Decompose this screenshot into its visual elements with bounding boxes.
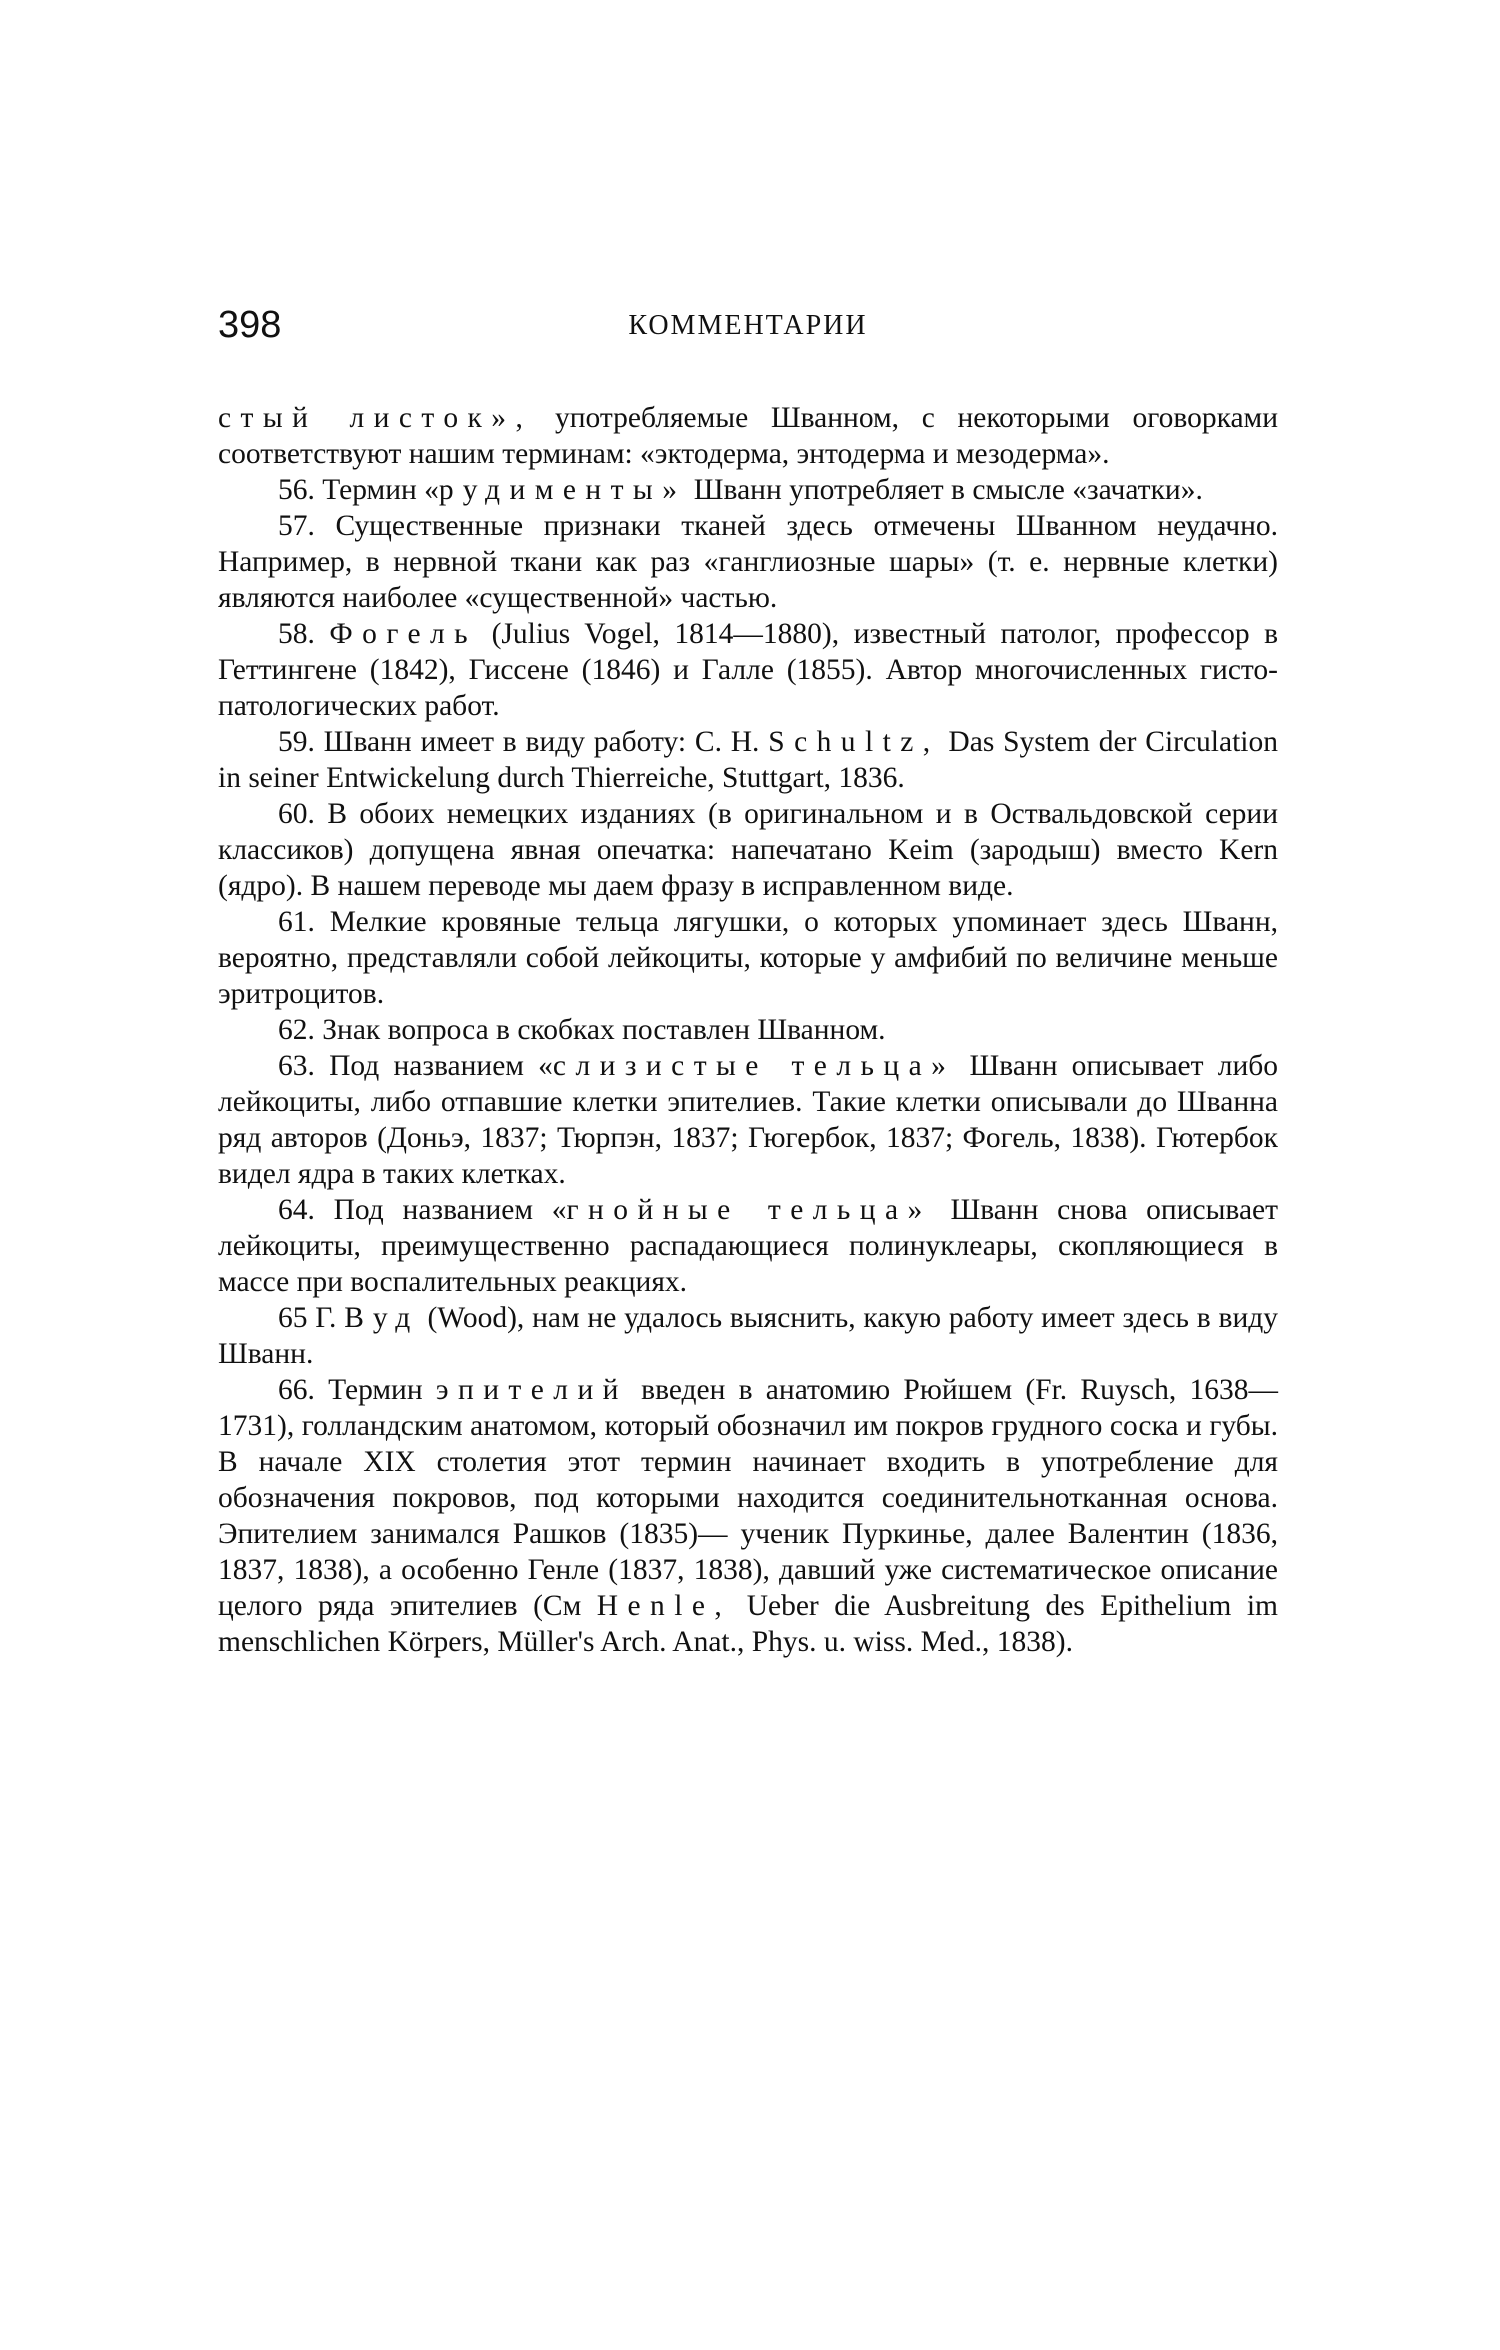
note-text: 62. Знак вопроса в скобках поставлен Шванном. (278, 1014, 886, 1046)
note-text: Шванн употребляет в смысле «зачатки». (686, 474, 1203, 506)
note-64 (218, 1192, 1278, 1300)
spaced-term: слизистые тельца» (552, 1050, 956, 1082)
note-63 (218, 1048, 1278, 1192)
note-62 (218, 1012, 1278, 1048)
note-61 (218, 904, 1278, 1012)
spaced-term: стый листок», (218, 402, 533, 434)
note-text: (Julius Vogel, 1814—1880), известный патолог, профессор в Геттингене (1842), Гиссене (1846) и Галле (1855). Автор многочисленных гисто-патологических работ. (218, 618, 1279, 722)
spaced-term: Вуд (344, 1302, 420, 1334)
running-head (218, 300, 1278, 350)
note-lead: 66. Термин (278, 1374, 436, 1406)
note-text: Das System der Circulation in seiner Entwickelung durch Thierreiche, Stuttgart, 1836. (218, 726, 1278, 794)
note-65 (218, 1300, 1278, 1372)
note-text: 57. Существенные признаки тканей здесь отмечены Шванном неудачно. Например, в нервной ткани как раз «ганглиозные шары» (т. е. нервные клетки) являются наиболее «существенной» частью. (218, 510, 1278, 614)
note-66 (218, 1372, 1278, 1660)
spaced-term: эпителий (435, 1374, 628, 1406)
note-58 (218, 616, 1278, 724)
note-lead: 56. Термин « (278, 474, 439, 506)
page-number: 398 (218, 304, 282, 346)
note-text: Шванн описывает либо лейкоциты, либо отпавшие клетки эпителиев. Такие клетки описывали до Шванна ряд авторов (Доньэ, 1837; Тюрпэн, 1837; Гюгербок, 1837; Фогель, 1838). Гютербок видел ядра в таких клетках. (218, 1050, 1278, 1190)
note-lead: 65 Г. (278, 1302, 345, 1334)
note-text: 61. Мелкие кровяные тельца лягушки, о которых упоминает здесь Шванн, вероятно, представляли собой лейкоциты, которые у амфибий по величине меньше эритроцитов. (218, 906, 1278, 1010)
note-text: введен в анатомию Рюйшем (Fr. Ruysch, 1638—1731), голландским анатомом, который обозначил им покров грудного соска и губы. В начале XIX столетия этот термин начинает входить в употребление для обозначения покровов, под которыми находится соединительнотканная основа. Эпителием занимался Рашков (1835)— ученик Пуркинье, далее Валентин (1836, 1837, 1838), а особенно Генле (1837, 1838), давший уже систематическое описание целого ряда эпителиев (См (218, 1374, 1278, 1622)
note-text: Шванн снова описывает лейкоциты, преимущественно распадающиеся полинуклеары, скопляющиеся в массе при воспалительных реакциях. (218, 1194, 1279, 1298)
spaced-term: рудименты» (438, 474, 687, 506)
spaced-term: Henle, (596, 1590, 732, 1622)
note-lead: 63. Под названием « (278, 1050, 553, 1082)
note-text: Ueber die Ausbreitung des Epithelium im menschlichen Körpers, Müller's Arch. Anat., Phys. u. wiss. Med., 1838). (218, 1590, 1278, 1658)
paragraph-text: употребляемые Шванном, с некоторыми оговорками соответствуют нашим терминам: «эктодерма, энтодерма и мезодерма». (218, 402, 1279, 470)
note-59 (218, 724, 1278, 796)
paragraph-continuation (218, 400, 1278, 472)
note-text: 60. В обоих немецких изданиях (в оригинальном и в Оствальдовской серии классиков) допущена явная опечатка: напечатано Keim (зародыш) вместо Kern (ядро). В нашем переводе мы даем фразу в исправленном виде. (218, 798, 1278, 902)
note-text: (Wood), нам не удалось выяснить, какую работу имеет здесь в виду Шванн. (218, 1302, 1278, 1370)
commentary-body (218, 400, 1278, 1660)
spaced-term: гнойные тельца» (566, 1194, 932, 1226)
note-60 (218, 796, 1278, 904)
spaced-term: Schultz, (768, 726, 940, 758)
spaced-term: Фогель (329, 618, 478, 650)
note-lead: 58. (278, 618, 330, 650)
note-lead: 64. Под названием « (278, 1194, 567, 1226)
note-lead: 59. Шванн имеет в виду работу: С. Н. (278, 726, 769, 758)
note-57 (218, 508, 1278, 616)
note-56 (218, 472, 1278, 508)
running-head-title: КОММЕНТАРИИ (628, 310, 868, 341)
